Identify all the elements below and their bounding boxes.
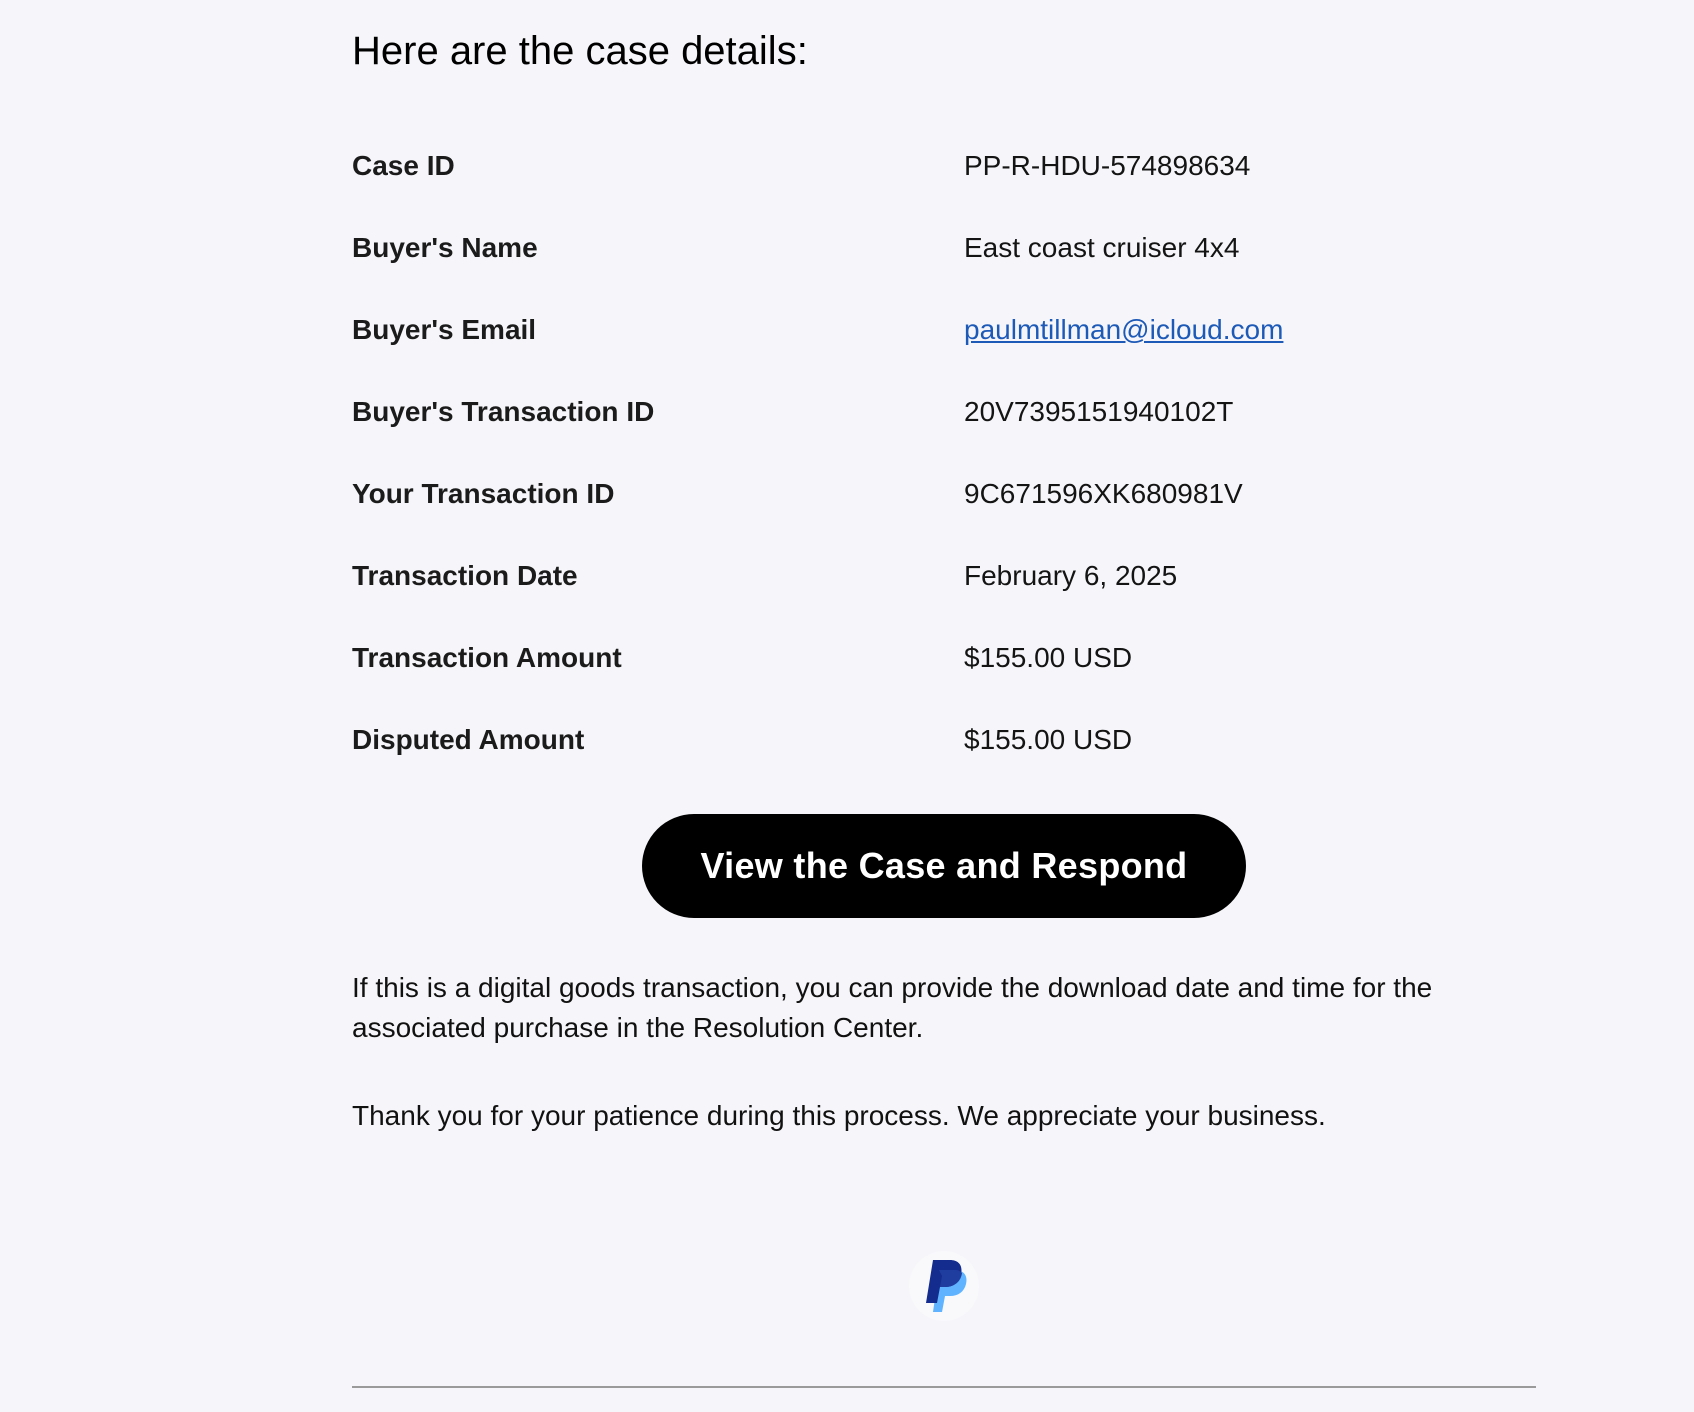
buyer-name-value: East coast cruiser 4x4 [964,232,1240,263]
thanks-note: Thank you for your patience during this process. We appreciate your business. [352,1100,1326,1131]
detail-label: Buyer's Name [352,232,538,263]
case-id-value: PP-R-HDU-574898634 [964,150,1251,181]
paypal-logo-icon [908,1250,980,1322]
detail-row-case-id [352,140,1536,222]
footer-divider [352,1386,1536,1388]
detail-label: Buyer's Transaction ID [352,396,655,427]
detail-row-buyer-transaction-id [352,386,1536,468]
detail-row-transaction-date [352,550,1536,632]
transaction-date-value: February 6, 2025 [964,560,1178,591]
detail-row-transaction-amount [352,632,1536,714]
detail-label: Transaction Date [352,560,578,591]
detail-row-your-transaction-id [352,468,1536,550]
buyer-email-link[interactable]: paulmtillman@icloud.com [964,314,1284,345]
detail-label: Your Transaction ID [352,478,615,509]
detail-label: Case ID [352,150,455,181]
disputed-amount-value: $155.00 USD [964,724,1133,755]
view-case-button[interactable]: View the Case and Respond [642,814,1246,918]
detail-row-disputed-amount [352,714,1536,796]
digital-goods-note: If this is a digital goods transaction, you can provide the download date and time for the associated purchase in the Resolution Center. [352,972,1433,1043]
detail-row-buyer-email [352,304,1536,386]
transaction-amount-value: $155.00 USD [964,642,1133,673]
case-details-table [352,140,1536,796]
detail-label: Buyer's Email [352,314,537,345]
detail-label: Disputed Amount [352,724,585,755]
your-transaction-id-value: 9C671596XK680981V [964,478,1243,509]
detail-row-buyer-name [352,222,1536,304]
case-details-heading: Here are the case details: [352,29,808,73]
detail-label: Transaction Amount [352,642,622,673]
buyer-transaction-id-value: 20V7395151940102T [964,396,1234,427]
